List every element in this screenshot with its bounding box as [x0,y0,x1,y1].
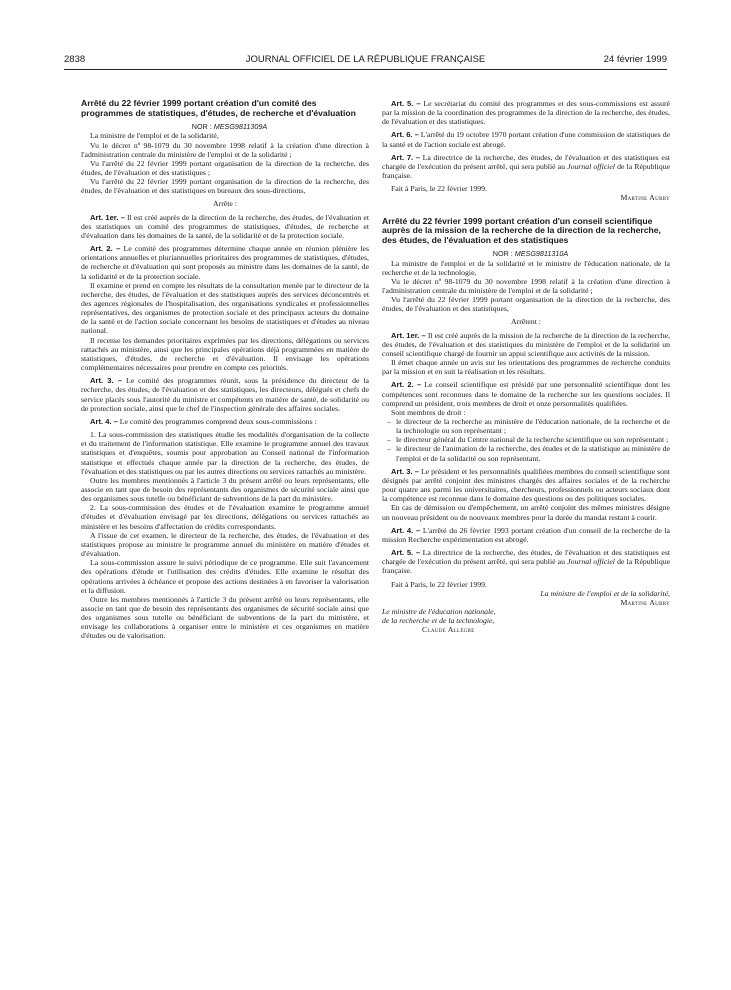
decree-title-2: Arrêté du 22 février 1999 portant création d'un conseil scientifique auprès de la mission de la recherche de la direction de la recherche, des études, de l'évaluation et des statistiques [382,215,661,245]
article-text-end: de la République française. [382,161,671,181]
arrete-heading: Arrête : [213,199,237,209]
article-label: Art. 1er. – [90,212,125,222]
article-3 [382,467,670,504]
article-1 [382,331,670,358]
nor-reference-1 [81,122,369,131]
article-3 [81,376,369,413]
article-text: Il est créé auprès de la direction de la recherche, des études, de l'évaluation et des statistiques un comité des programmes de statistiques, d'études, de recherche et d'évaluation dans les domaines de la santé, de la solidarité et de la protection sociale. [81,212,369,240]
journal-officiel-ref: Journal officiel [567,161,615,171]
article-paragraph: Il recense les demandes prioritaires exprimées par les directions, délégations ou services rattachés au ministère, ainsi que les principales opérations déjà programmées en matière de statistiques, d'études, de recherche et d'évaluation. Il envisage les opérations complémentaires nécessaires pour prendre en compte ces priorités. [81,335,369,373]
article-text: Le comité des programmes détermine chaque année en réunion plénière les orientations annuelles et pluriannuelles prioritaires des programmes de statistiques, d'études, de recherche et d'évaluation qui sont proposés au ministre dans les domaines de la santé, de la solidarité et de la protection sociale. [81,244,370,281]
article-text: Il est créé auprès de la mission de la recherche de la direction de la recherche, des études, de l'évaluation et des statistiques du ministère de l'emploi et de la solidarité un conseil scientifique chargé de fournir un appui scientifique aux activités de la mission. [382,330,671,358]
journal-title: JOURNAL OFFICIEL DE LA RÉPUBLIQUE FRANÇAISE [245,54,486,65]
right-column [382,99,670,634]
article-1 [81,213,369,240]
article-text: Le secrétariat du comité des programmes et des sous-commissions est assuré par la mission de la coordination des programmes de la direction de la recherche, des études, de l'évaluation et des statistiques. [382,99,670,127]
nor-code: MESG9811309A [213,122,268,132]
article-text: Le comité des programmes réunit, sous la présidence du directeur de la recherche, des études, de l'évaluation et des statistiques, les directeurs, délégués et chefs de service placés sous l'autorité du ministre et compétents en matière de santé, de solidarité ou de protection sociale, ainsi que le chef de l'inspection générale des affaires sociales. [81,376,369,413]
article-text: Le président et les personnalités qualifiées membres du conseil scientifique sont désignés par arrêté conjoint des ministres chargés des affaires sociales et de la recherche pour quatre ans parmi les universitaires, chercheurs, professionnels ou acteurs sociaux dont la compétence est reconnue dans le domaine des questions ou des politiques sociales. [382,466,670,504]
article-paragraph: Il émet chaque année un avis sur les orientations des programmes de recherche conduits par la mission et en suit la réalisation et les résultats. [382,358,670,377]
article-label: Art. 1er. – [391,330,426,340]
article-text: L'arrêté du 19 octobre 1970 portant création d'une commission de statistiques de la santé et de l'action sociale est abrogé. [382,130,671,149]
article-text: L'arrêté du 26 février 1993 portant création d'un conseil de la recherche de la mission Recherche expérimentation est abrogé. [382,525,670,544]
article-paragraph: La sous-commission assure le suivi périodique de ce programme. Elle suit l'avancement des opérations d'étude et l'utilisation des crédits d'études. Elle examine le résultat des opérations arrivées à échéance et propose des actions destinées à en favoriser la valorisation et la diffusion. [81,558,369,595]
article-paragraph: Outre les membres mentionnés à l'article 3 du présent arrêté ou leurs représentants, elle associe en tant que de besoin des représentants des organismes de sécurité sociale ainsi que des organismes sous tutelle ou bénéficiant de subventions de la part du ministère, et envisage les collaborations à organiser entre le ministère et ces organismes en matière d'études ou de valorisation. [81,594,369,641]
issue-date: 24 février 1999 [603,54,667,65]
list-item: – le directeur de l'animation de la recherche, des études et de la statistique au ministère de l'emploi et de la solidarité ou son représentant. [396,444,670,462]
members-heading: Sont membres de droit : [391,407,466,417]
page-header [64,54,667,68]
intro-paragraph: Vu l'arrêté du 22 février 1999 portant organisation de la direction de la recherche, des études, de l'évaluation et des statistiques en bureaux des sous-directions, [81,177,369,196]
fait-a-paris: Fait à Paris, le 22 février 1999. [391,579,487,589]
intro-paragraph: Vu l'arrêté du 22 février 1999 portant organisation de la direction de la recherche, des études, de l'évaluation et des statistiques ; [81,158,369,177]
article-4 [81,417,369,426]
list-item: – le directeur général du Centre national de la recherche scientifique ou son représentant ; [396,435,670,444]
members-list [382,417,670,463]
article-label: Art. 6. – [391,130,419,140]
article-paragraph: 1. La sous-commission des statistiques étudie les modalités d'organisation de la collecte et du traitement de l'information statistique. Elle examine le programme annuel des travaux statistiques et d'enquêtes, soumis pour approbation au Conseil national de l'information statistique et effectués chaque année par la direction de la recherche, des études, de l'évaluation et des statistiques ou par les autres directions ou services rattachés au ministère. [81,430,369,476]
article-paragraph: A l'issue de cet examen, le directeur de la recherche, des études, de l'évaluation et des statistiques propose au ministre le programme annuel du ministère en matière d'études et d'évaluation. [81,530,369,559]
journal-officiel-ref: Journal officiel [567,557,615,567]
article-label: Art. 5. – [391,99,421,108]
article-label: Art. 2. – [391,380,422,390]
article-7 [382,153,670,180]
article-text: Le comité des programmes comprend deux sous-commissions : [119,416,317,426]
nor-reference-2 [382,249,670,258]
decree-title-1: Arrêté du 22 février 1999 portant création d'un comité des programmes de statistiques, d'études, de recherche et d'évaluation [81,98,356,118]
intro-paragraph: Vu le décret nº 98-1079 du 30 novembre 1998 relatif à la création d'une direction à l'administration centrale du ministère de l'emploi et de la solidarité ; [81,140,369,159]
header-rule [64,69,667,70]
article-paragraph: Il examine et prend en compte les résultats de la consultation menée par le directeur de la recherche, des études, de l'évaluation et des statistiques auprès des services déconcentrés et des agences régionales de l'hospitalisation, des organisations syndicales et professionnelles représentatives, des organismes de protection sociale et des principaux acteurs du domaine de la santé et de l'action sociale concernant les besoins de statistiques et d'études au niveau national. [81,280,369,336]
article-4 [382,526,670,544]
article-text: La directrice de la recherche, des études, de l'évaluation et des statistiques est chargée de l'exécution du présent arrêté, qui sera publié au [382,548,670,567]
article-5 [382,99,670,126]
minister-title: La ministre de l'emploi et de la solidarité, [540,588,670,598]
article-paragraph: En cas de démission ou d'empêchement, un arrêté conjoint des mêmes ministres désigne un nouveau président ou de nouveaux membres pour la durée du mandat restant à courir. [382,503,670,522]
intro-paragraph: Vu l'arrêté du 22 février 1999 portant organisation de la direction de la recherche, des études, de l'évaluation et des statistiques, [382,295,670,314]
page-number: 2838 [64,54,86,65]
intro-paragraph: Vu le décret nº 98-1079 du 30 novembre 1998 relatif à la création d'une direction à l'administration centrale du ministère de l'emploi et de la solidarité ; [382,276,670,295]
article-5 [382,548,670,575]
article-label: Art. 7. – [391,152,421,162]
signature: Martine Aubry [620,597,670,607]
article-6 [382,130,670,148]
nor-code: MESG9811310A [514,249,569,259]
article-label: Art. 4. – [90,416,118,426]
article-2 [382,380,670,407]
minister-title: de la recherche et de la technologie, [382,616,495,626]
left-column [81,99,369,641]
article-2 [81,244,369,281]
article-text: Le conseil scientifique est présidé par une personnalité scientifique dont les compétences sont reconnues dans le domaine de la recherche sur les questions sociales. Il comprend un président, trois membres de droit et onze personnalités qualifiées. [382,380,671,408]
nor-label: NOR : [191,122,212,132]
minister-title: Le ministre de l'éducation nationale, [382,606,496,616]
signature: Martine Aubry [620,193,670,203]
article-label: Art. 4. – [391,525,421,535]
article-label: Art. 2. – [90,244,121,254]
article-label: Art. 3. – [391,466,419,476]
article-label: Art. 3. – [90,376,122,386]
fait-a-paris: Fait à Paris, le 22 février 1999. [391,184,487,194]
article-text-end: de la République française. [382,557,671,576]
article-paragraph: 2. La sous-commission des études et de l'évaluation examine le programme annuel d'études et d'évaluation envisagé par les directions, délégations ou services rattachés au ministère et les besoins d'affectation de crédits correspondants. [81,503,369,531]
nor-label: NOR : [492,249,513,259]
article-label: Art. 5. – [391,548,421,558]
list-item: – le directeur de la recherche au ministère de l'éducation nationale, de la recherche et de la technologie ou son représentant ; [396,417,670,435]
arretent-heading: Arrêtent : [511,317,541,327]
intro-paragraph: La ministre de l'emploi et de la solidarité et le ministre de l'éducation nationale, de la recherche et de la technologie, [382,258,670,277]
signature: Claude Allègre [422,625,475,635]
article-text: La directrice de la recherche, des études, de l'évaluation et des statistiques est chargée de l'exécution du présent arrêté, qui sera publié au [382,152,670,171]
intro-paragraph: La ministre de l'emploi et de la solidarité, [90,131,219,141]
article-paragraph: Outre les membres mentionnés à l'article 3 du présent arrêté ou leurs représentants, elle associe en tant que de besoin des représentants des organismes de sécurité sociale ainsi que des organismes sous tutelle ou bénéficiant de subventions de la part du ministère. [81,475,369,504]
